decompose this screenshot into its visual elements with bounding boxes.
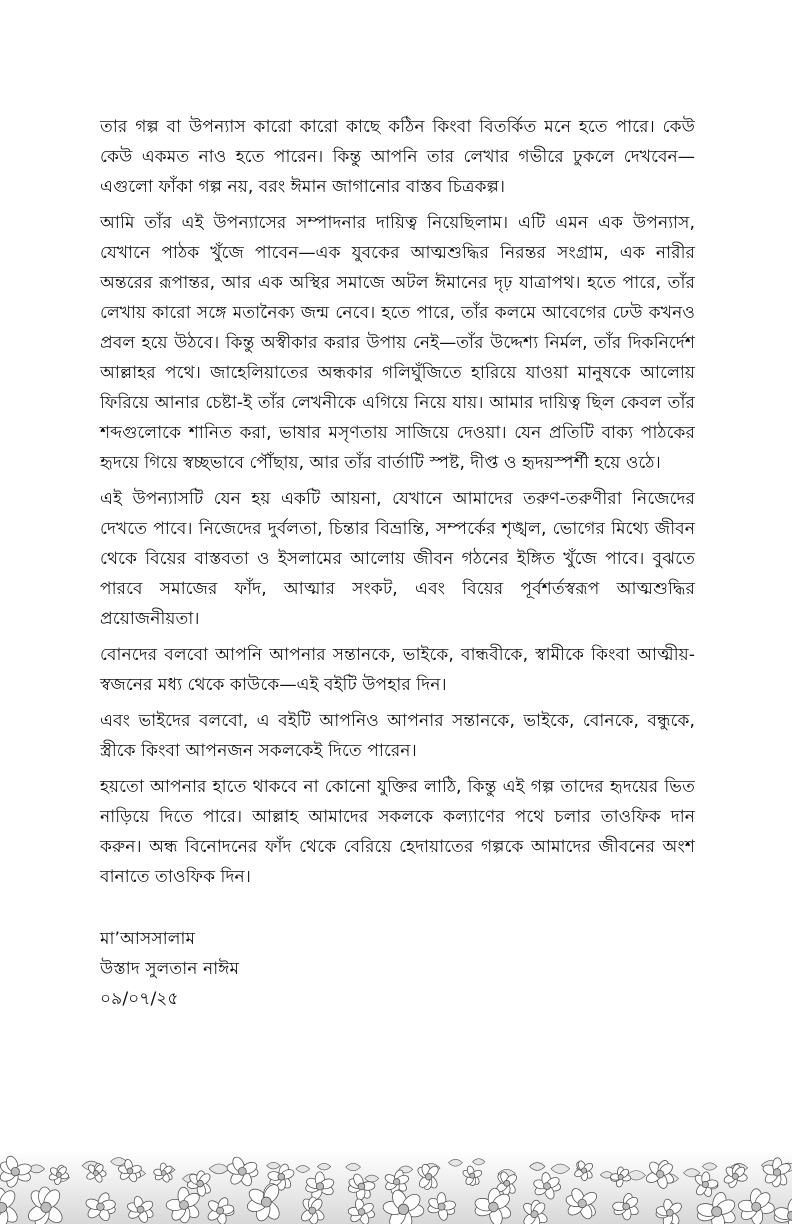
paragraph-1: তার গল্প বা উপন্যাস কারো কারো কাছে কঠিন কিংবা বিতর্কিত মনে হতে পারে। কেউ কেউ একমত নাও হতে পারেন। কিন্তু আপনি তার লেখার গভীরে ঢুকলে দেখবেন—এগুলো ফাঁকা গল্প নয়, বরং ঈমান জাগানোর বাস্তব চিত্রকল্প। <box>100 117 695 197</box>
signature-name: উস্তাদ সুলতান নাঈম <box>100 959 239 979</box>
paragraph-2: আমি তাঁর এই উপন্যাসের সম্পাদনার দায়িত্ব নিয়েছিলাম। এটি এমন এক উপন্যাস, যেখানে পাঠক খুঁজে পাবেন—এক যুবকের আত্মশুদ্ধির নিরন্তর সংগ্রাম, এক নারীর অন্তরের রূপান্তর, আর এক অস্থির সমাজে অটল ঈমানের দৃঢ় যাত্রাপথ। হতে পারে, তাঁর লেখায় কারো সঙ্গে মতানৈক্য জন্ম নেবে। হতে পারে, তাঁর কলমে আবেগের ঢেউ কখনও প্রবল হয়ে উঠবে। কিন্তু অস্বীকার করার উপায় নেই—তাঁর উদ্দেশ্য নির্মল, তাঁর দিকনির্দেশ আল্লাহর পথে। জাহেলিয়াতের অন্ধকার গলিঘুঁজিতে হারিয়ে যাওয়া মানুষকে আলোয় ফিরিয়ে আনার চেষ্টা-ই তাঁর লেখনীকে এগিয়ে নিয়ে যায়। আমার দায়িত্ব ছিল কেবল তাঁর শব্দগুলোকে শানিত করা, ভাষার মসৃণতায় সাজিয়ে দেওয়া। যেন প্রতিটি বাক্য পাঠকের হৃদয়ে গিয়ে স্বচ্ছভাবে পৌঁছায়, আর তাঁর বার্তাটি স্পষ্ট, দীপ্ত ও হৃদয়স্পর্শী হয়ে ওঠে। <box>100 213 695 473</box>
signature-greeting: মা’আসসালাম <box>100 929 196 949</box>
paragraph-4: বোনদের বলবো আপনি আপনার সন্তানকে, ভাইকে, বান্ধবীকে, স্বামীকে কিংবা আত্মীয়-স্বজনের মধ্য থেকে কাউকে—এই বইটি উপহার দিন। <box>100 645 695 695</box>
signature-date: ০৯/০৭/২৫ <box>100 989 179 1009</box>
paragraph-5: এবং ভাইদের বলবো, এ বইটি আপনিও আপনার সন্তানকে, ভাইকে, বোনকে, বন্ধুকে, স্ত্রীকে কিংবা আপনজন সকলকেই দিতে পারেন। <box>100 711 695 761</box>
body-text <box>100 112 695 898</box>
paragraph-3: এই উপন্যাসটি যেন হয় একটি আয়না, যেখানে আমাদের তরুণ-তরুণীরা নিজেদের দেখতে পাবে। নিজেদের দুর্বলতা, চিন্তার বিভ্রান্তি, সম্পর্কের শৃঙ্খল, ভোগের মিথ্যে জীবন থেকে বিয়ের বাস্তবতা ও ইসলামের আলোয় জীবন গঠনের ইঙ্গিত খুঁজে পাবে। বুঝতে পারবে সমাজের ফাঁদ, আত্মার সংকট, এবং বিয়ের পূর্বশর্তস্বরূপ আত্মশুদ্ধির প্রয়োজনীয়তা। <box>100 489 695 629</box>
paragraph-6: হয়তো আপনার হাতে থাকবে না কোনো যুক্তির লাঠি, কিন্তু এই গল্প তাদের হৃদয়ের ভিত নাড়িয়ে দিতে পারে। আল্লাহ আমাদের সকলকে কল্যাণের পথে চলার তাওফিক দান করুন। অন্ধ বিনোদনের ফাঁদ থেকে বেরিয়ে হেদায়াতের গল্পকে আমাদের জীবনের অংশ বানাতে তাওফিক দিন। <box>100 777 695 887</box>
signature-block <box>100 924 239 1014</box>
floral-border-decoration <box>0 1120 792 1224</box>
